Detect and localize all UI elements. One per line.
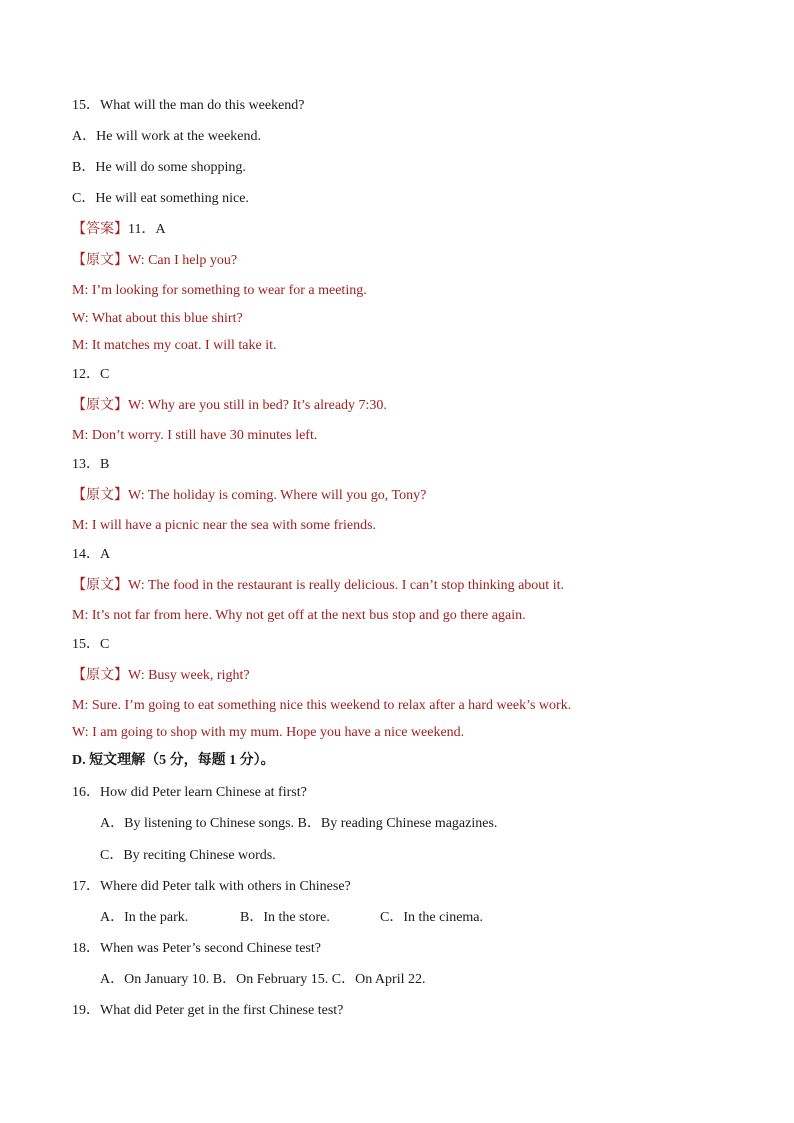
- answer-13: 13．B: [72, 457, 110, 472]
- transcript-line-12: [72, 397, 387, 415]
- transcript-12-w: W: Why are you still in bed? It’s already 7:30.: [128, 398, 387, 413]
- option-15-a: A．He will work at the weekend.: [72, 129, 261, 144]
- transcript-11-m1: M: I’m looking for something to wear for a meeting.: [72, 283, 367, 298]
- answer-line-11: [72, 221, 166, 239]
- question-17: 17．Where did Peter talk with others in Chinese?: [72, 879, 351, 894]
- transcript-13-w: W: The holiday is coming. Where will you go, Tony?: [128, 488, 427, 503]
- transcript-15-w: W: Busy week, right?: [128, 668, 250, 683]
- transcript-11-w: W: Can I help you?: [128, 253, 238, 268]
- transcript-label: 【原文】: [72, 578, 128, 593]
- answer-14: 14．A: [72, 547, 111, 562]
- option-15-c: C．He will eat something nice.: [72, 191, 249, 206]
- question-15: 15．What will the man do this weekend?: [72, 98, 305, 113]
- transcript-line-11: [72, 252, 237, 270]
- transcript-14-w: W: The food in the restaurant is really delicious. I can’t stop thinking about it.: [128, 578, 564, 593]
- option-17-b: B．In the store.: [240, 910, 330, 925]
- question-18: 18．When was Peter’s second Chinese test?: [72, 941, 321, 956]
- transcript-14-m: M: It’s not far from here. Why not get off at the next bus stop and go there again.: [72, 608, 526, 623]
- answer-label: 【答案】: [72, 222, 128, 237]
- option-17-a: A．In the park.: [100, 910, 189, 925]
- options-16-ab: A．By listening to Chinese songs. B．By reading Chinese magazines.: [100, 816, 498, 831]
- option-16-c: C．By reciting Chinese words.: [100, 848, 276, 863]
- transcript-label: 【原文】: [72, 488, 128, 503]
- question-19: 19．What did Peter get in the first Chinese test?: [72, 1003, 344, 1018]
- transcript-label: 【原文】: [72, 668, 128, 683]
- transcript-line-15: [72, 667, 250, 685]
- transcript-label: 【原文】: [72, 253, 128, 268]
- transcript-line-14: [72, 577, 564, 595]
- transcript-15-m: M: Sure. I’m going to eat something nice this weekend to relax after a hard week’s work.: [72, 698, 572, 713]
- transcript-13-m: M: I will have a picnic near the sea with some friends.: [72, 518, 377, 533]
- option-17-c: C．In the cinema.: [380, 910, 484, 925]
- answer-15: 15．C: [72, 637, 110, 652]
- answer-12: 12．C: [72, 367, 110, 382]
- question-16: 16．How did Peter learn Chinese at first?: [72, 785, 307, 800]
- transcript-11-w2: W: What about this blue shirt?: [72, 311, 243, 326]
- options-18: A．On January 10. B．On February 15. C．On April 22.: [100, 972, 426, 987]
- answer-11: 11．A: [128, 222, 166, 237]
- transcript-12-m: M: Don’t worry. I still have 30 minutes left.: [72, 428, 318, 443]
- transcript-label: 【原文】: [72, 398, 128, 413]
- transcript-line-13: [72, 487, 426, 505]
- transcript-11-m2: M: It matches my coat. I will take it.: [72, 338, 277, 353]
- section-d-heading: D. 短文理解（5 分，每题 1 分）。: [72, 753, 275, 768]
- option-15-b: B．He will do some shopping.: [72, 160, 246, 175]
- transcript-15-w2: W: I am going to shop with my mum. Hope you have a nice weekend.: [72, 725, 465, 740]
